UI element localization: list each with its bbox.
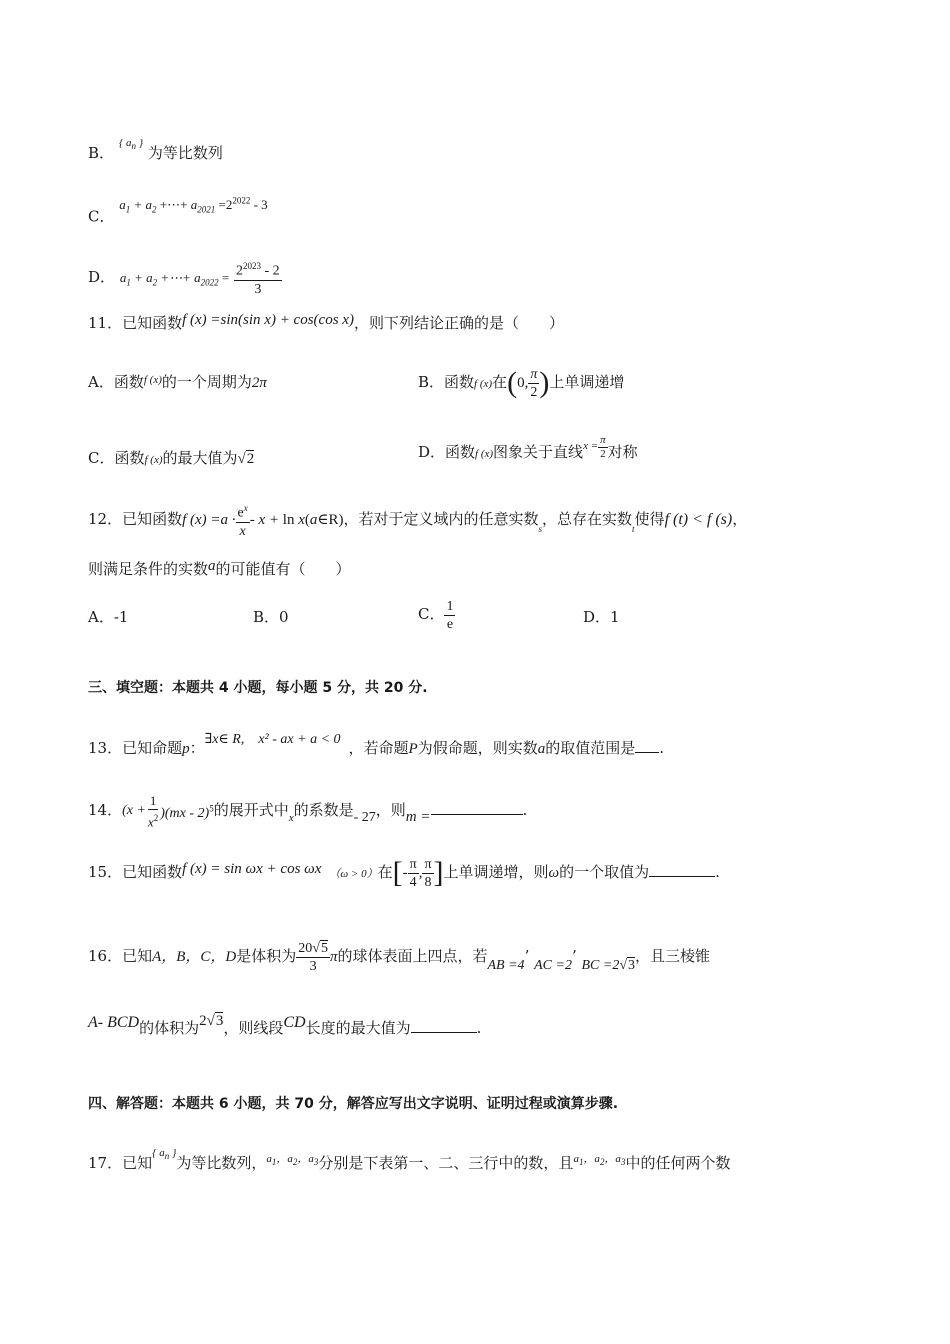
option-text: 的最大值为 <box>162 449 238 467</box>
max-value: 2 <box>246 451 255 467</box>
variable-a: a <box>208 558 216 574</box>
answer-blank[interactable] <box>635 738 659 753</box>
option-label: D．函数 <box>418 443 476 461</box>
sum-expression: $a_1 + a_2$ +⋯+ $a_{2021} =2^{2022} - 3$ <box>119 196 268 215</box>
stem-text: 是体积为 <box>236 947 297 965</box>
stem-text: ，总存在实数 <box>542 510 633 528</box>
length-ab: AB =4 <box>487 958 525 973</box>
q11-stem <box>88 313 564 334</box>
answer-blank[interactable] <box>649 862 715 877</box>
stem-text: 分别是下表第一、二、三行中的数，且 <box>318 1154 574 1172</box>
length-bc: BC =2√3 <box>581 958 636 973</box>
stem-text: 11．已知函数 <box>88 314 183 332</box>
q16-line2: A- BCD的体积为2√3，则线段CD长度的最大值为 . <box>88 1013 482 1037</box>
stem-text: 的系数是 <box>293 800 354 819</box>
q11-option-b: B．函数f (x)在(0, $\frac{\pi}{2}$ )上单调递增 <box>418 366 625 400</box>
inequality: f (t) < f (s) <box>664 511 733 528</box>
proposition-formula: ∃x∈ R, x² - ax + a < 0 <box>204 732 341 747</box>
terms-a1-a2-a3: a1，a2，a3 <box>266 1153 319 1168</box>
question-number: 14． <box>88 800 123 819</box>
function-symbol: f (x) <box>474 378 493 390</box>
stem-text: 的展开式中 <box>213 800 289 819</box>
stem-text: 则满足条件的实数 <box>88 560 209 578</box>
q11-option-c: C．函数f (x)的最大值为√2 <box>88 449 255 467</box>
q14: 14．(x + $\frac{1}{x^2}$ )(mx - 2)$^5$的展开式中$_x$的系数是- 27，则m = . <box>88 792 528 829</box>
stem-text: ，则 <box>375 800 406 819</box>
stem-text: 使得 <box>634 510 665 528</box>
stem-text: 上单调递增，则 <box>443 863 549 881</box>
q12-stem: 12．已知函数f (x) =a · $\frac{e^x}{x}$ - x + ln x(a∈R)，若对于定义域内的任意实数$_s$，总存在实数$_t$使得f (t) < f (s)， <box>88 497 747 543</box>
q12-option-b: B．0 <box>253 608 289 626</box>
q17 <box>88 1147 731 1178</box>
variable-m: m = <box>405 808 431 825</box>
q12-stem-line2 <box>88 559 351 580</box>
sequence-symbol: { an } <box>152 1147 177 1162</box>
q16: 16．已知A，B，C，D是体积为 $\frac{20√5}{3}$ π的球体表面上四点，若AB =4’ AC =2’ BC =2√3，且三棱锥 <box>88 940 711 974</box>
stem-text: 16．已知 <box>88 947 153 965</box>
proposition-p: p <box>182 741 190 757</box>
terms-a1-a2-a3: a1，a2，a3 <box>573 1153 626 1168</box>
option-label: B．函数 <box>418 373 475 391</box>
q13: 13．已知命题p：∃x∈ R, x² - ax + a < 0 ，若命题P为假命题，则实数a的取值范围是 . <box>88 732 665 757</box>
stem-text: 长度的最大值为 <box>305 1019 411 1037</box>
option-label: C． <box>88 207 115 226</box>
coefficient-value: - 27 <box>353 809 376 825</box>
option-label: D． <box>88 268 116 286</box>
variable-s: s <box>538 524 543 534</box>
stem-text: 为等比数列， <box>176 1154 267 1172</box>
condition: （ω > 0） <box>329 868 378 880</box>
function-symbol: f (x) <box>143 374 162 386</box>
section-heading-solutions: 四、解答题：本题共 6 小题，共 70 分，解答应写出文字说明、证明过程或演算步骤. <box>88 1096 619 1112</box>
option-text: 在 <box>492 373 508 391</box>
stem-text: ，则下列结论正确的是（ ） <box>353 314 564 332</box>
stem-text: 15．已知函数 <box>88 863 183 881</box>
q12-option-a: A．-1 <box>88 608 129 626</box>
sum-expression: $a_1 + a_2$ +⋯+ $a_{2022}$ = <box>119 270 230 288</box>
function-formula: f (x) =sin(sin x) + cos(cos x) <box>182 312 354 328</box>
variable-t: t <box>632 524 635 534</box>
answer-blank[interactable] <box>411 1018 477 1033</box>
tetrahedron: A- BCD <box>88 1014 140 1031</box>
option-label: A．函数 <box>88 373 144 391</box>
variable-x: x <box>288 811 294 824</box>
stem-text: ，若命题 <box>348 739 409 757</box>
stem-text: 中的任何两个数 <box>625 1154 731 1172</box>
q12-option-c: C． $\frac{1}{e}$ <box>418 598 454 632</box>
stem-text: 的体积为 <box>139 1019 200 1037</box>
q10-option-d <box>88 257 282 303</box>
fraction: $\frac{2^{2023} - 2}{3}$ <box>234 258 282 298</box>
q11-option-d: D．函数f (x)图象关于直线$^{x =}$ $\frac{\pi}{2}$ 对称 <box>418 433 638 461</box>
stem-text: 12．已知函数 <box>88 510 183 528</box>
stem-text: 的可能值有（ ） <box>215 560 351 578</box>
period-value: 2π <box>251 375 267 391</box>
option-label: C．函数 <box>88 449 145 467</box>
stem-text: 17．已知 <box>88 1154 153 1172</box>
option-text: 上单调递增 <box>549 373 625 391</box>
stem-text: 为假命题，则实数 <box>417 739 538 757</box>
stem-text: 的一个取值为 <box>559 863 650 881</box>
sequence-symbol: { an } <box>118 137 144 152</box>
section-heading-fill-in: 三、填空题：本题共 4 小题，每小题 5 分，共 20 分. <box>88 680 428 696</box>
q10-option-b <box>88 137 223 168</box>
option-text: 对称 <box>607 443 638 461</box>
segment-cd: CD <box>283 1014 306 1031</box>
proposition-P: P <box>408 741 418 757</box>
volume-value: 2√3 <box>199 1013 224 1029</box>
points: A，B，C，D <box>152 949 237 965</box>
function-symbol: f (x) <box>144 454 163 466</box>
function-symbol: f (x) <box>475 448 494 460</box>
stem-text: 在 <box>377 863 393 881</box>
function-formula: f (x) = sin ωx + cos ωx <box>182 861 322 877</box>
option-text: 图象关于直线 <box>493 443 584 461</box>
option-label: B． <box>88 144 115 162</box>
stem-text: 的取值范围是 <box>545 739 636 757</box>
stem-text: 的球体表面上四点，若 <box>337 947 488 965</box>
answer-blank[interactable] <box>431 800 523 815</box>
variable-a: a <box>537 741 546 757</box>
variable-omega: ω <box>548 865 560 881</box>
option-text: 为等比数列 <box>147 144 223 162</box>
stem-text: ，且三棱锥 <box>635 947 711 965</box>
q12-option-d: D．1 <box>583 608 620 626</box>
q15: 15．已知函数f (x) = sin ωx + cos ωx （ω > 0）在[- $\frac{\pi}{4}$ , $\frac{\pi}{8}$ ]上单调递增，则ω的一个取值为 . <box>88 856 720 890</box>
length-ac: AC =2 <box>534 958 572 973</box>
option-text: 的一个周期为 <box>161 373 252 391</box>
q10-option-c <box>88 196 268 232</box>
q11-option-a <box>88 372 267 394</box>
stem-text: ，则线段 <box>223 1019 284 1037</box>
stem-text: 13．已知命题 <box>88 739 183 757</box>
stem-text: ，若对于定义域内的任意实数 <box>343 510 539 528</box>
option-label: C． <box>418 605 445 623</box>
